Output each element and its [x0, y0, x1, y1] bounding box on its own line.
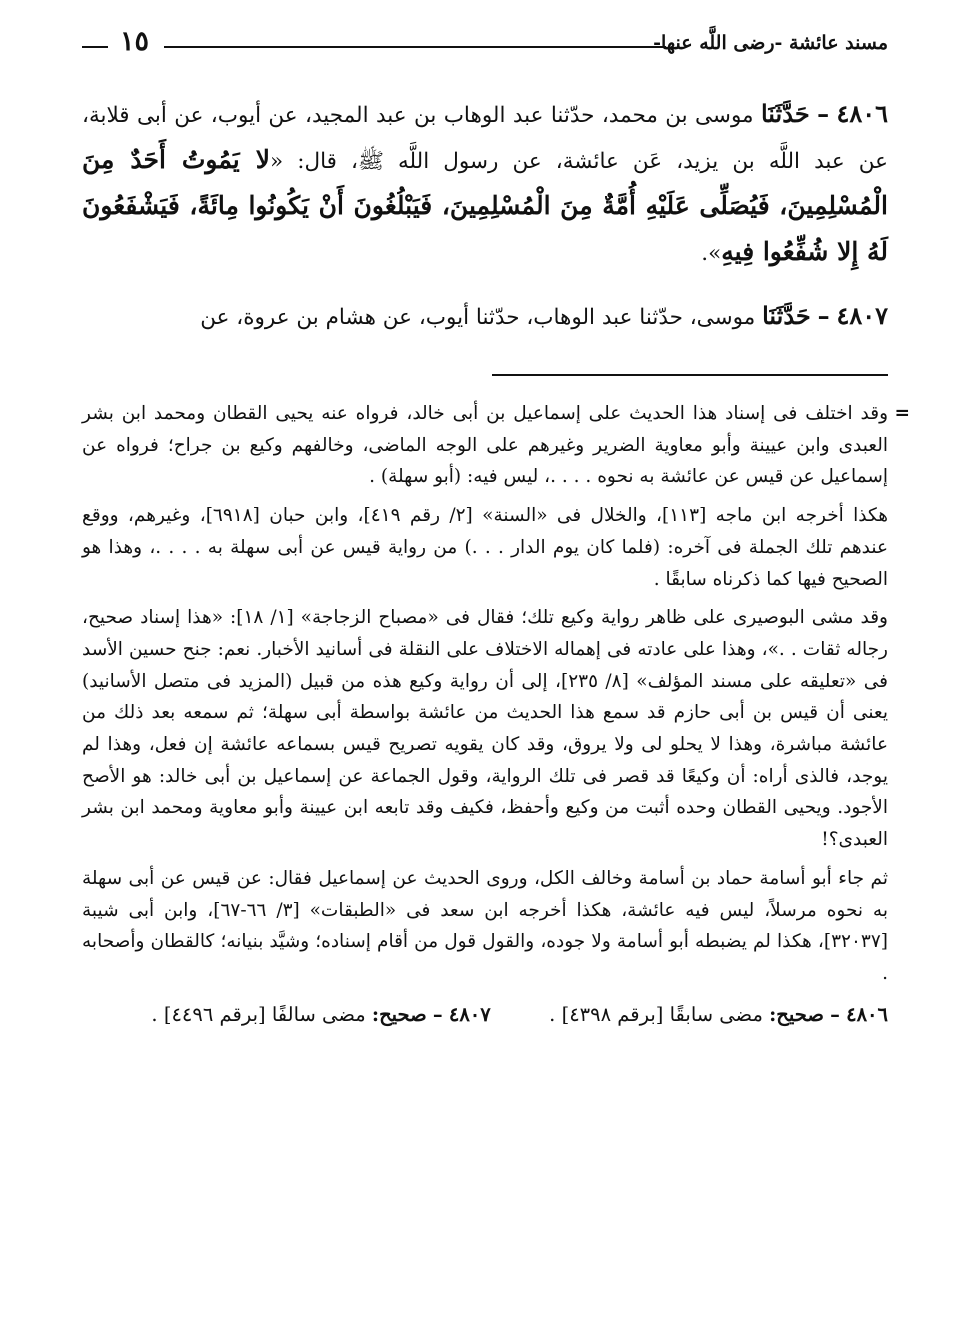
hadith-dash: –	[817, 99, 830, 128]
grade-4806	[543, 1003, 888, 1026]
footnote-text: وقد اختلف فى إسناد هذا الحديث على إسماعيل بن أبى خالد، فرواه عنه يحيى القطان ومحمد ابن بشر العبدى وابن عيينة وأبو معاوية الضرير وغيرهم على الوجه الماضى، وخالفهم وكيع بن جراح؛ فرواه عن إسماعيل عن قيس عن عائشة به نحوه . . . .، ليس فيه: (أبو سهلة) .	[82, 403, 888, 488]
header-dash	[82, 46, 108, 48]
continuation-mark: =	[894, 403, 910, 424]
hadith-end: ».	[701, 241, 722, 266]
grading-line	[82, 998, 888, 1032]
footnote-paragraph: هكذا أخرجه ابن ماجه [١١٣]، والخلال فى «السنة» [٢/ رقم ٤١٩]، وابن حبان [٦٩١٨]، وغيرهم، ووقع عندهم تلك الجملة فى آخره: (فلما كان يوم الدار . . .) من رواية قيس عن أبى سهلة به . . . .، وهذا هو الصحيح فيها كما ذكرناه سابقًا .	[82, 505, 888, 590]
footnotes	[82, 398, 910, 990]
grade-number: ٤٨٠٦	[846, 1002, 888, 1026]
main-text	[82, 92, 888, 340]
footnote-paragraph: وقد مشى البوصيرى على ظاهر رواية وكيع تلك؛ فقال فى «مصباح الزجاجة» [١/ ١٨]: «هذا إسناد صحيح، رجاله ثقات . .»، وهذا على عادته فى إهماله الاختلاف على النقلة فى أسانيد الأخبار. نعم: جنح حسين الأسد فى «تعليقه على مسند المؤلف» [٨/ ٢٣٥]، إلى أن رواية وكيع هذه من قبيل (المزيد فى متصل الأسانيد) يعنى أن قيس بن أبى حازم قد سمع هذا الحديث من عائشة بواسطة أبى سهلة؛ ثم سمعه بعد ذلك من عائشة مباشرة، وهذا لا يحلو لى ولا يروق، وقد كان يقويه تصريح قيس بسماعه عائشة إن فعل، وهذا لم يوجد، فالذى أراه: أن وكيعًا قد قصر فى تلك الرواية، وقول الجماعة عن إسماعيل بن أبى خالد: هو الأصح الأجود. ويحيى القطان وحده أثبت من وكيع وأحفظ، فكيف وقد تابعه ابن عيينة وأبو معاوية ومحمد ابن بشر العبدى؟!	[82, 607, 888, 851]
haddathana-word: حَدَّثَنَا	[760, 99, 810, 128]
page-number: ١٥	[120, 26, 150, 57]
hadith-4806	[82, 92, 888, 276]
hadith-number: ٤٨٠٧	[836, 301, 888, 330]
footnote-paragraph: ثم جاء أبو أسامة حماد بن أسامة وخالف الكل، وروى الحديث عن إسماعيل فقال: عن قيس عن أبى سهلة به نحوه مرسلاً، ليس فيه عائشة، هكذا أخرجه ابن سعد فى «الطبقات» [٣/ ٦٦-٦٧]، وابن أبى شيبة [٣٢٠٣٧]، هكذا لم يضبطه أبو أسامة ولا جوده، والقول قول من أقام إسناده؛ وشيَّد بنيانه؛ كالقطان وأصحابه .	[82, 867, 888, 984]
hadith-4807	[82, 294, 888, 340]
hadith-isnad: موسى، حدّثنا عبد الوهاب، حدّثنا أيوب، عن هشام بن عروة، عن	[200, 305, 756, 330]
haddathana-word: حَدَّثَنَا	[762, 301, 811, 330]
header-rule	[164, 46, 666, 48]
grade-dash: –	[830, 1002, 840, 1026]
footnote-paragraph	[82, 398, 910, 493]
hadith-matn: لا يَمُوتُ أَحَدٌ مِنَ الْمُسْلِمِينَ، فَيُصَلِّى عَلَيْهِ أُمَّةٌ مِنَ الْمُسْلِمِينَ، فَيَبْلُغُونَ أَنْ يَكُونُوا مِائَةً، فَيَشْفَعُونَ لَهُ إِلا شُفِّعُوا فِيهِ	[82, 145, 888, 266]
running-header	[82, 26, 888, 64]
grade-text: مضى سالفًا [برقم ٤٤٩٦] .	[151, 1002, 366, 1026]
book-page	[82, 26, 910, 1032]
grade-label: صحيح:	[769, 1002, 824, 1026]
grade-label: صحيح:	[371, 1002, 427, 1026]
footnote-separator	[492, 374, 888, 376]
grade-number: ٤٨٠٧	[448, 1002, 491, 1026]
hadith-dash: –	[817, 301, 830, 330]
grade-4807	[151, 1003, 490, 1026]
header-title: مسند عائشة -رضى اللَّه عنها-	[653, 32, 888, 54]
grade-text: مضى سابقًا [برقم ٤٣٩٨] .	[549, 1002, 763, 1026]
grade-dash: –	[432, 1002, 443, 1026]
hadith-isnad: موسى بن محمد، حدّثنا عبد الوهاب بن عبد المجيد، عن أيوب، عن أبى قلابة، عن عبد اللَّه بن يزيد، عَن عائشة، عن رسول اللَّه ﷺ، قال: «	[82, 103, 888, 174]
hadith-number: ٤٨٠٦	[836, 99, 889, 128]
